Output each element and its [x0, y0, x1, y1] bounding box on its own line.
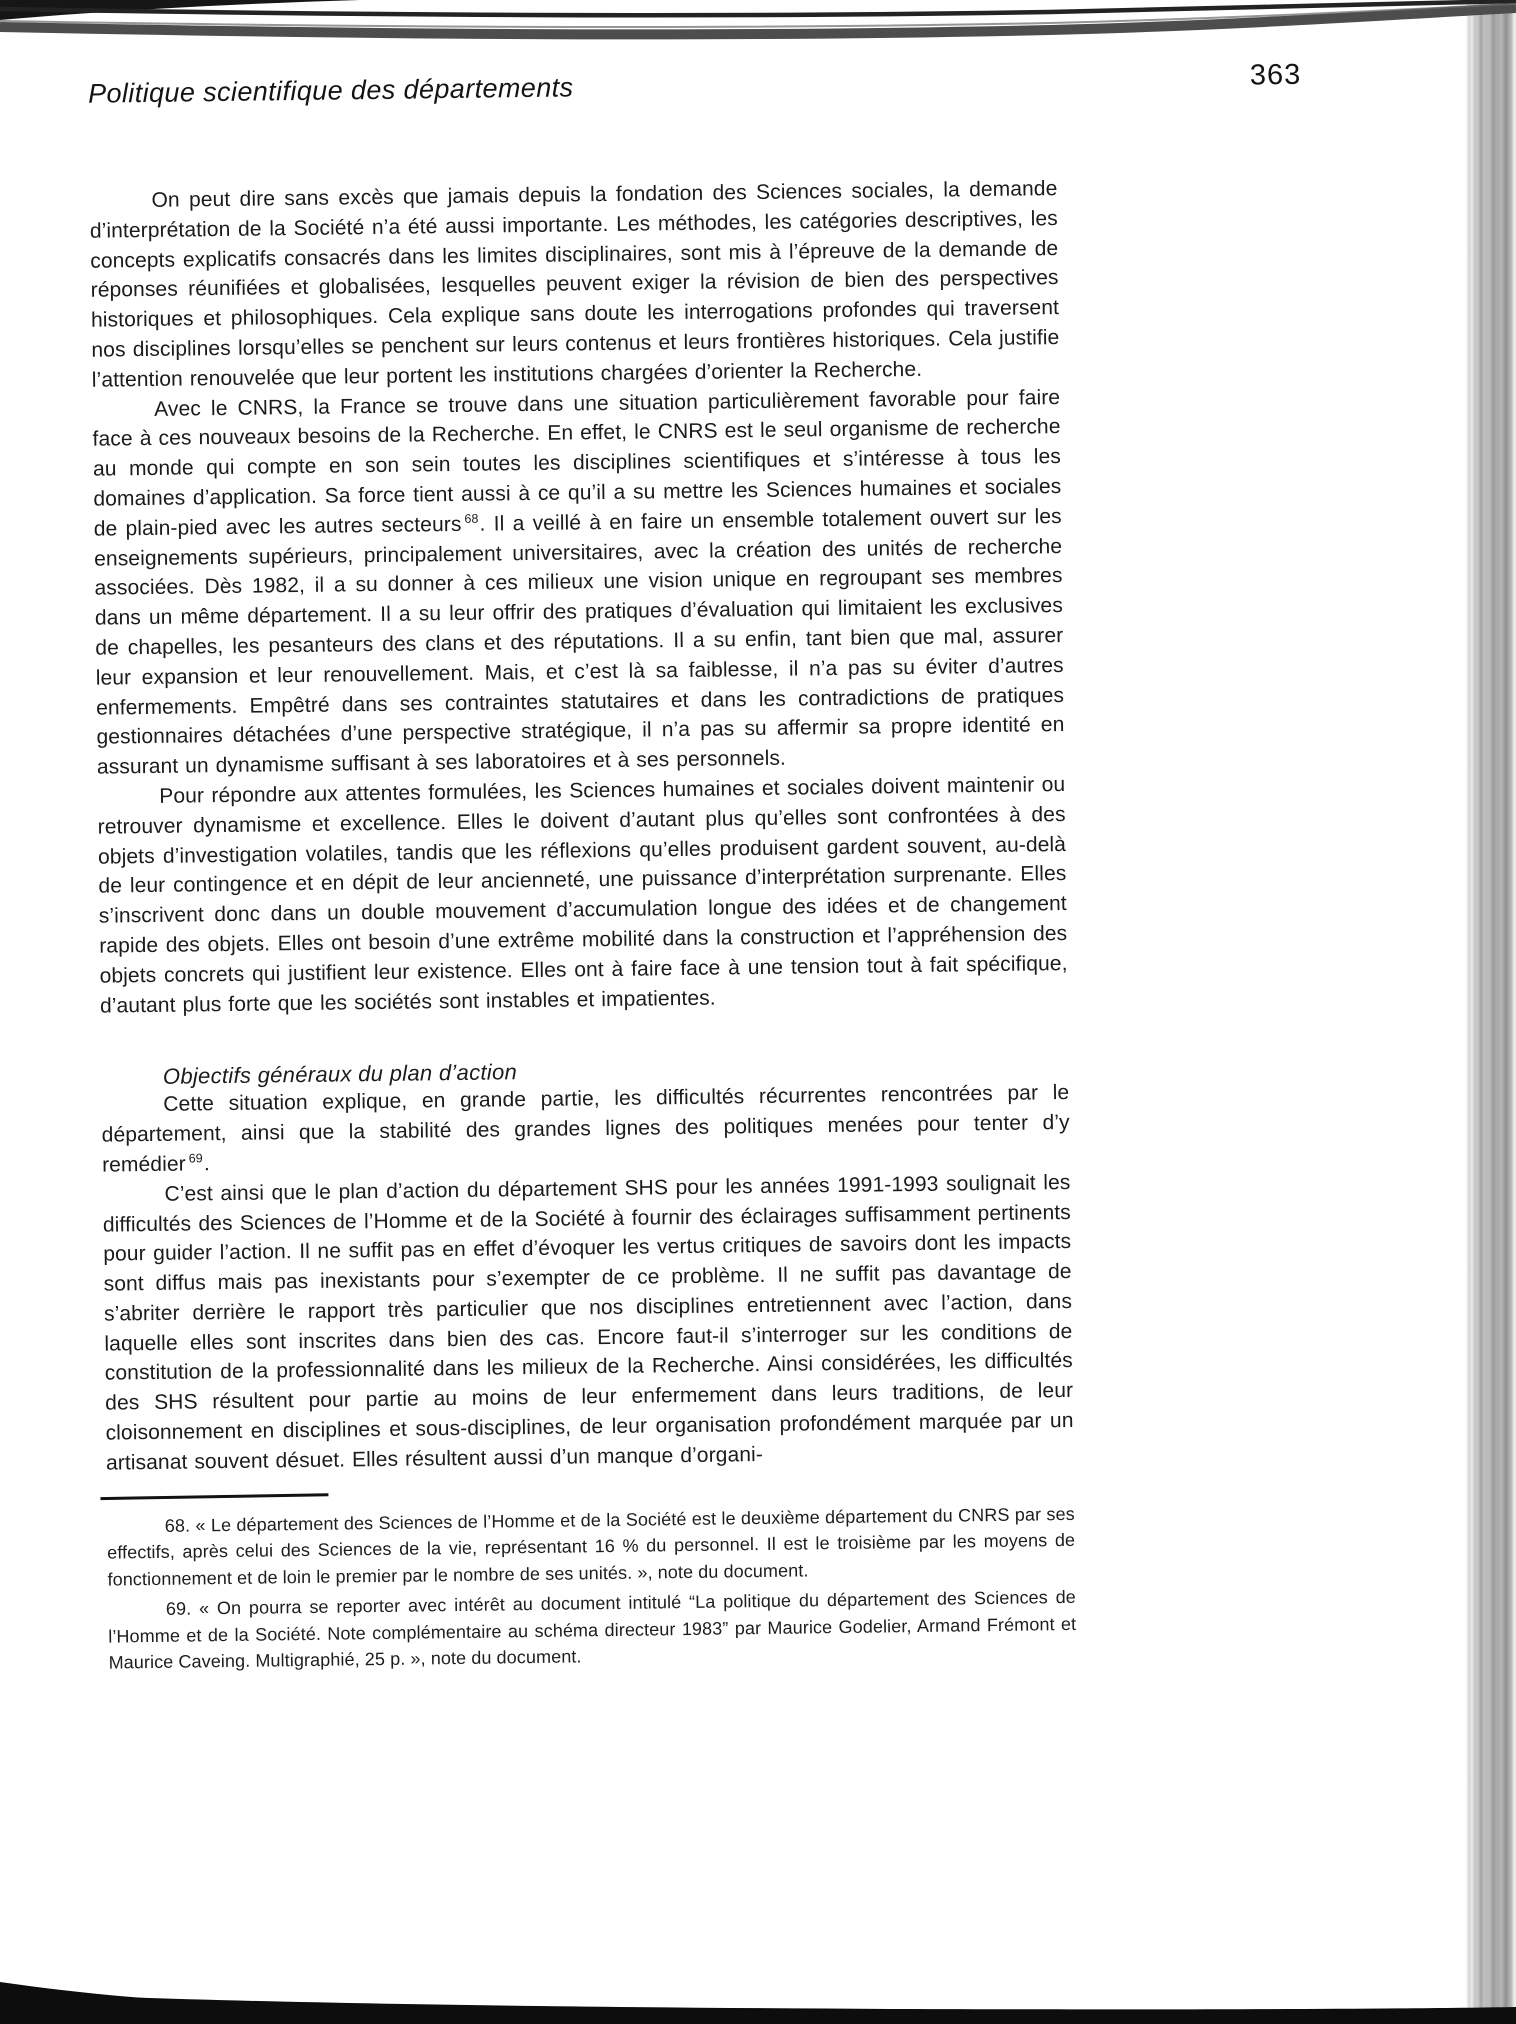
page-content — [87, 58, 1302, 1676]
page-number: 363 — [1249, 58, 1302, 92]
footnote-divider — [100, 1493, 328, 1500]
paragraph-2-text-after-ref: . Il a veillé à en faire un ensemble totalement ouvert sur les enseignements supérieurs, principalement universitaires, avec la création des unités de recherche associées. Dès 1982, il a su donner à ces milieux une vision unique en regroupant ses membres dans un même département. Il a su leur offrir des pratiques d’évaluation qui limitaient les exclusives de chapelles, les pesanteurs des clans et des réputations. Il a su enfin, tant bien que mal, assurer leur expansion et leur renouvellement. Mais, et c’est là sa faiblesse, il n’a pas su éviter d’autres enfermements. Empêtré dans ses contraintes statutaires et dans les contradictions de pratiques gestionnaires détachées d’une perspective stratégique, il n’a pas su affermir sa propre identité en assurant un dynamisme suffisant à ses laboratoires et à ses personnels. — [94, 504, 1065, 779]
paragraph-5 — [102, 1168, 1074, 1479]
paragraph-1 — [89, 174, 1060, 395]
body-text — [89, 174, 1074, 1478]
footnote-ref-68: 68 — [464, 511, 479, 526]
paragraph-3 — [97, 770, 1068, 1021]
scan-top-edge-artifact — [0, 0, 1516, 58]
section-heading: Objectifs généraux du plan d’action — [162, 1059, 518, 1090]
footnote-ref-69: 69 — [188, 1151, 203, 1166]
footnotes — [107, 1501, 1077, 1677]
paragraph-2-text-before-ref: Avec le CNRS, la France se trouve dans une situation particulièrement favorable pour faire face à ces nouveaux besoins de la Recherche. En effet, le CNRS est le seul organisme de recherche au monde qui compte en son sein toutes les disciplines scientifiques et s’intéresse à tous les domaines d’application. Sa force tient aussi à ce qu’il a su mettre les Sciences humaines et sociales de plain-pied avec les autres secteurs — [92, 385, 1062, 541]
paragraph-3-text: Pour répondre aux attentes formulées, les Sciences humaines et sociales doivent maintenir ou retrouver dynamisme et excellence. Elles le doivent d’autant plus qu’elles sont confrontées à des objets d’investigation volatiles, tandis que les réflexions qu’elles produisent gardent souvent, au-delà de leur contingence et en dépit de leur ancienneté, une puissance d’interprétation surprenante. Elles s’inscrivent donc dans un double mouvement d’accumulation longue des idées et de changement rapide des objets. Elles ont besoin d’une extrême mobilité dans la construction et l’appréhension des objets concrets qui justifient leur existence. Elles ont à faire face à une tension tout à fait spécifique, d’autant plus forte que les sociétés sont instables et impatientes. — [97, 772, 1068, 1018]
footnote-68: 68. « Le département des Sciences de l’Homme et de la Société est le deuxième département du CNRS par ses effectifs, après celui des Sciences de la vie, représentant 16 % du personnel. Il est le troisième par les moyens de fonctionnement et de loin le premier par le nombre de ses unités. », note du document. — [107, 1503, 1076, 1590]
paragraph-4-text-after-ref: . — [203, 1152, 210, 1176]
paragraph-4-text-before-ref: Cette situation explique, en grande partie, les difficultés récurrentes rencontrées par le département, ainsi que la stabilité des grandes lignes des politiques menées pour tenter d’y remédier — [101, 1081, 1070, 1177]
scan-bottom-edge-artifact — [0, 1982, 1516, 2024]
page-edge-shadow — [1466, 0, 1516, 2012]
paragraph-4 — [101, 1078, 1070, 1180]
paragraph-1-text: On peut dire sans excès que jamais depuis la fondation des Sciences sociales, la demande d’interprétation de la Société n’a été aussi importante. Les méthodes, les catégories descriptives, les concepts explicatifs consacrés dans les limites disciplinaires, sont mis à l’épreuve de la demande de réponses réunifiées et globalisées, lesquelles peuvent exiger la révision de bien des perspectives historiques et philosophiques. Cela explique sans doute les interrogations profondes qui traversent nos disciplines lorsqu’elles se penchent sur leurs contenus et leurs frontières historiques. Cela justifie l’attention renouvelée que leur portent les institutions chargées d’orienter la Recherche. — [89, 177, 1060, 392]
paragraph-5-text: C’est ainsi que le plan d’action du département SHS pour les années 1991-1993 soulignait les difficultés des Sciences de l’Homme et de la Société à fournir des éclairages suffisamment pertinents pour guider l’action. Il ne suffit pas en effet d’évoquer les vertus critiques de savoirs dont les impacts sont diffus mais pas inexistants pour s’exempter de ce problème. Il ne suffit pas davantage de s’abriter derrière le rapport très particulier que nos disciplines entretiennent avec l’action, dans laquelle elles sont inscrites dans bien des cas. Encore faut-il s’interroger sur les conditions de constitution de la professionnalité dans les milieux de la Recherche. Ainsi considérées, les difficultés des SHS résultent pour partie au moins de leur enfermement dans leurs traditions, de leur cloisonnement en disciplines et sous-disciplines, de leur organisation profondément marquée par un artisanat souvent désuet. Elles résultent aussi d’un manque d’organi- — [102, 1170, 1074, 1475]
footnote-69: 69. « On pourra se reporter avec intérêt au document intitulé “La politique du département des Sciences de l’Homme et de la Société. Note complémentaire au schéma directeur 1983” par Maurice Godelier, Armand Frémont et Maurice Caveing. Multigraphié, 25 p. », note du document. — [108, 1587, 1077, 1673]
running-header-title: Politique scientifique des départements — [87, 72, 574, 109]
paragraph-2 — [92, 383, 1065, 783]
running-header — [87, 58, 1328, 114]
